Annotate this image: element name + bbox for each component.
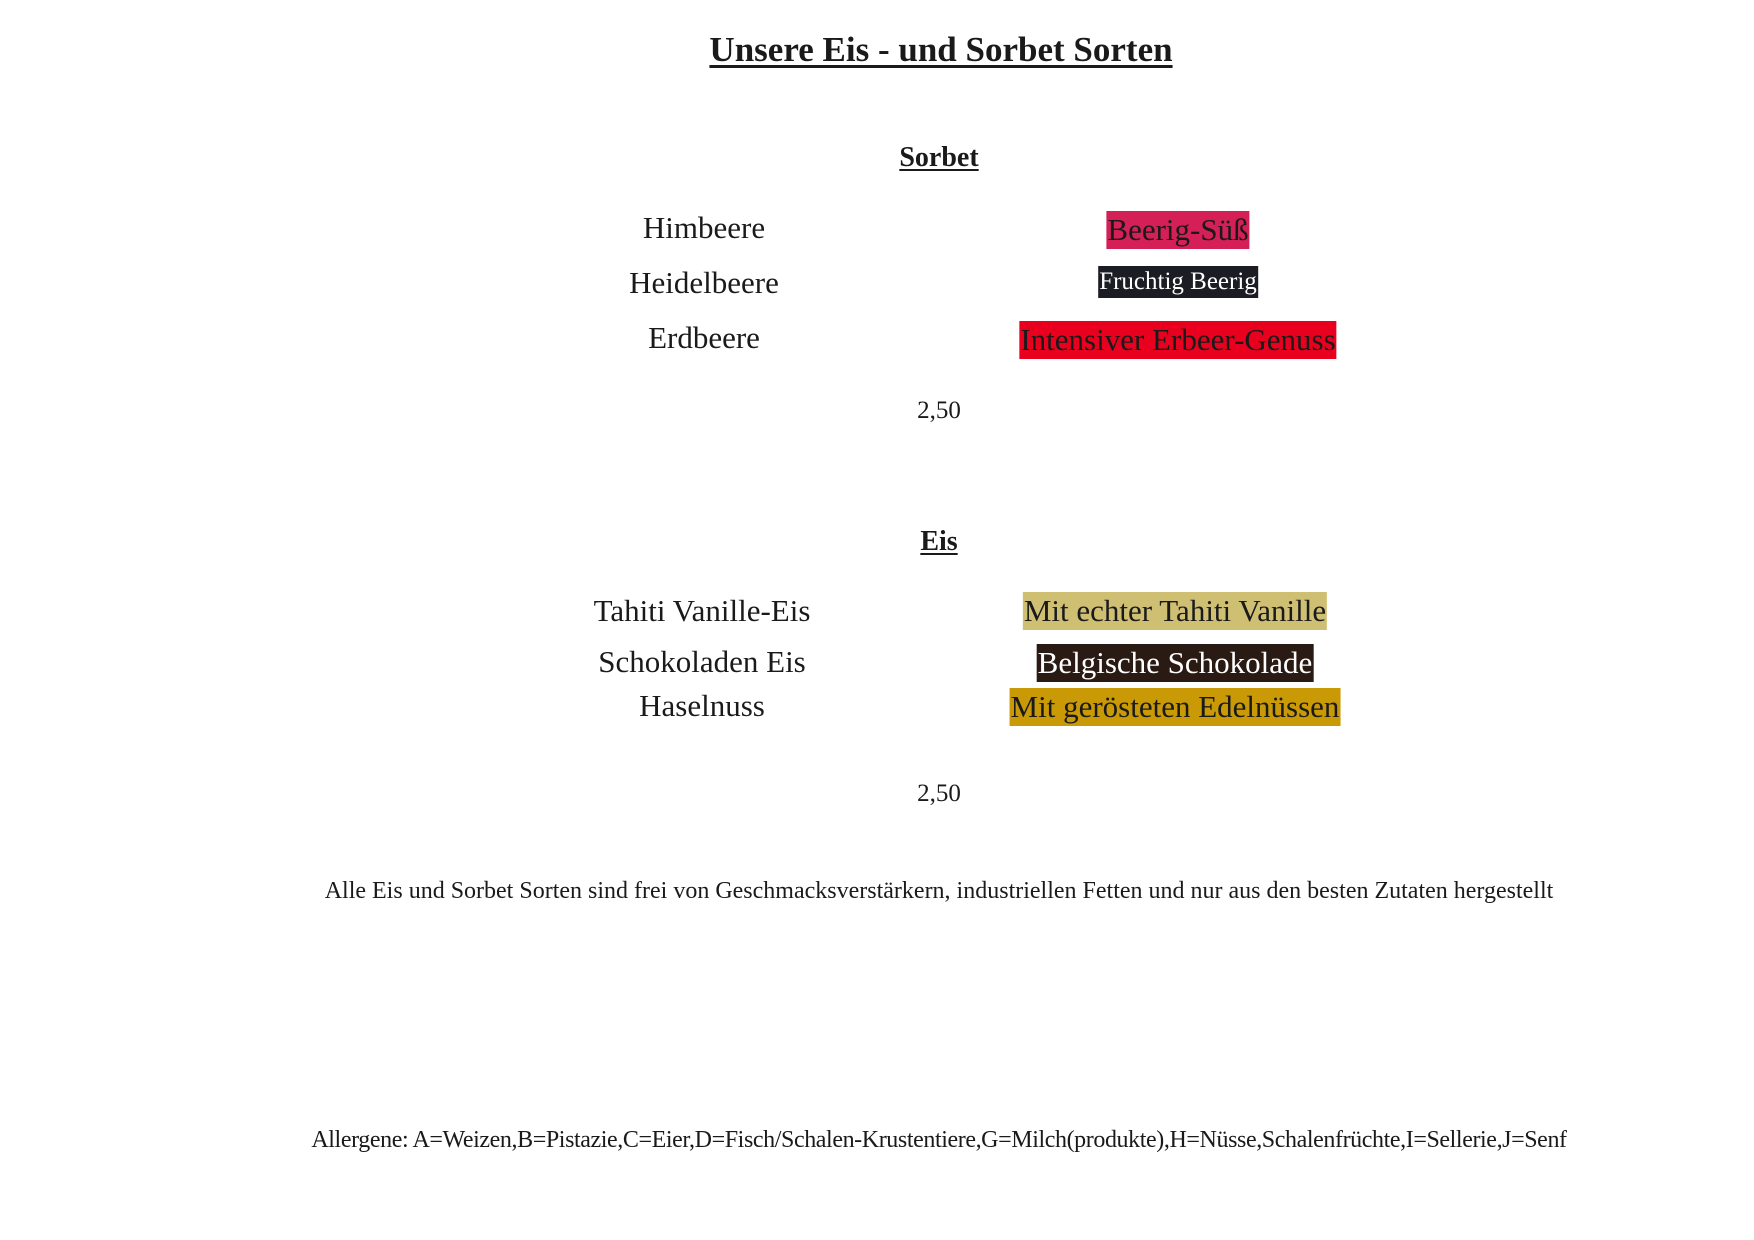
sorbet-flavor-heidelbeere: Heidelbeere — [629, 265, 779, 300]
eis-flavor-tahiti-vanille: Tahiti Vanille-Eis — [593, 593, 811, 628]
sorbet-flavor-himbeere: Himbeere — [642, 210, 766, 245]
allergens-note: Allergene: A=Weizen,B=Pistazie,C=Eier,D=Fisch/Schalen-Krustentiere,G=Milch(produkte),H=Nüsse,Schalenfrüchte,I=Sellerie,J=Senf — [311, 1127, 1567, 1153]
eis-description-tahiti-vanille: Mit echter Tahiti Vanille — [1023, 593, 1327, 628]
eis-description-haselnuss: Mit gerösteten Edelnüssen — [1010, 689, 1340, 724]
sorbet-heading: Sorbet — [899, 142, 979, 173]
sorbet-description-erdbeere: Intensiver Erbeer-Genuss — [1020, 322, 1336, 357]
sorbet-price: 2,50 — [917, 397, 961, 424]
sorbet-flavor-erdbeere: Erdbeere — [648, 320, 760, 355]
eis-flavor-schokolade: Schokoladen Eis — [598, 644, 806, 679]
page-title: Unsere Eis - und Sorbet Sorten — [709, 30, 1173, 69]
sorbet-description-heidelbeere: Fruchtig Beerig — [1098, 266, 1258, 298]
ingredients-note: Alle Eis und Sorbet Sorten sind frei von Geschmacksverstärkern, industriellen Fetten und nur aus den besten Zutaten hergestellt — [324, 878, 1554, 904]
eis-price: 2,50 — [917, 780, 961, 807]
sorbet-description-himbeere: Beerig-Süß — [1107, 212, 1249, 247]
eis-heading: Eis — [920, 526, 958, 557]
eis-description-schokolade: Belgische Schokolade — [1037, 645, 1313, 680]
eis-flavor-haselnuss: Haselnuss — [639, 688, 765, 723]
